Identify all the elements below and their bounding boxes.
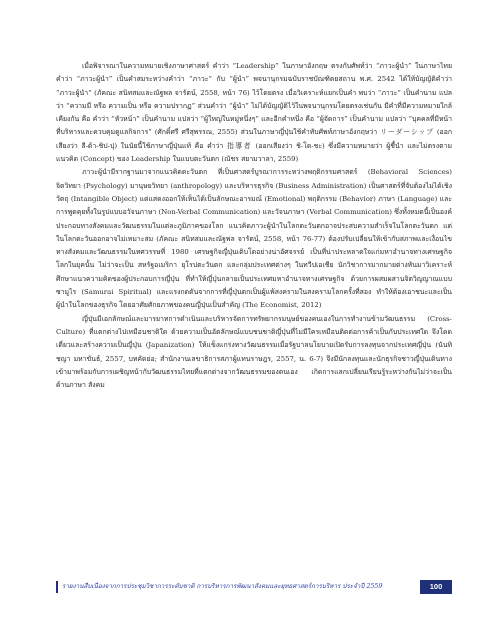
paragraph-3: ญี่ปุ่นมีเอกลักษณ์และมารยาทการดำเนินและบริหารจัดการทรัพยากรมนุษย์ของคนเองในการทำงานข้ามวัฒนธรรม (Cross-Culture) ที่แตกต่างไปเหมือนชาติใด ด้วยความเป็นอัตลักษณ์แบบชนชาติญี่ปุ่นที่ไม่มีใครเหมือนติดต่อการค้าเป็นกับประเทศใด จึงโดดเดี่ยวและสร้างความเป็นญี่ปุ่น (Japanization) ให้แข็งแกร่งทางวัฒนธรรมเมื่อรัฐบาลนโยบายเปิดรับการลงทุนจากประเทศญี่ปุ่น (นันทิชญา มหาขันธ์, 2557, บทคัดย่อ; สำนักงานเลขาธิการสภาผู้แทนราษฎร, 2557, น. 6-7) จึงมีนักลงทุนและนักธุรกิจชาวญี่ปุ่นเดินทางเข้ามาพร้อมกับการเผชิญหน้ากับวัฒนธรรมไทยที่แตกต่างจากวัฒนธรรมของตนเอง เกิดการแลกเปลี่ยนเรียนรู้ระหว่างกันไม่ว่าจะเป็นด้านภาษา สังคม (56, 314, 452, 390)
footer-proceedings-title: รายงานสืบเนื่องจากการประชุมวิชาการระดับชาติ การบริหารการพัฒนาสังคมและยุทธศาสตร์การบริหาร ประจำปี 2559 (62, 583, 383, 590)
footer-accent-bar (56, 581, 58, 593)
article-body (56, 60, 452, 392)
page-footer (56, 580, 452, 594)
page-number: 100 (420, 580, 452, 594)
paragraph-1: เมื่อพิจารณาในความหมายเชิงภาษาศาสตร์ คำว่า “Leadership” ในภาษาอังกฤษ ตรงกับศัพท์ว่า “ภาวะผู้นำ” ในภาษาไทย คำว่า “ภาวะผู้นำ” เป็นคำสมระหว่างคำว่า “ภาวะ” กับ “ผู้นำ” พจนานุกรมฉบับราชบัณฑิตยสถาน พ.ศ. 2542 ได้ให้บัญญัติคำว่า “ภาวะผู้นำ” (ภัคณะ สนิทสมและณัฐพล จารัตน์, 2558, หน้า 76) ไว้โดยตรง เมื่อวิเคราะห์แยกเป็นคำ พบว่า “ภาวะ” เป็นคำนาม แปลว่า “ความมี หรือ ความเป็น หรือ ความปรากฏ” ส่วนคำว่า “ผู้นำ” ไม่ได้บัญญัติไว้ในพจนานุกรมโดยตรงเช่นกัน มีคำที่มีความหมายใกล้เคียงกัน คือ คำว่า “หัวหน้า” เป็นคำนาม แปลว่า “ผู้ใหญ่ในหมู่หนึ่งๆ” และอีกคำหนึ่ง คือ “ผู้จัดการ” เป็นคำนาม แปลว่า “บุคคลที่มีหน้าที่บริหารและควบคุมดูแลกิจการ” (ศักดิ์ศรี ศรีสุพรรณ, 2555) ส่วนในภาษาญี่ปุ่นใช้คำทับศัพท์ภาษาอังกฤษว่า リーダーシップ (ออกเสียงว่า ลี-ด้า-ชิป-ปุ) ในนัยนี้ใช้ภาษาญี่ปุ่นแท้ คือ คำว่า 指導者 (ออกเสียงว่า ชิ-โด-ชะ) ซึ่งมีความหมายว่า ผู้ชี้นำ และไม่ตรงตามแนวคิด (Concept) ของ Leadership ในแบบตะวันตก (ณัชร สยามวาลา, 2559) (56, 62, 452, 164)
paragraph-2: ภาวะผู้นำมีรากฐานมาจากแนวคิดตะวันตก ที่เป็นศาสตร์บูรณาการระหว่างพฤติกรรมศาสตร์ (Behavioral Sciences) จิตวิทยา (Psychology) มานุษยวิทยา (anthropology) และบริหารธุรกิจ (Business Administration) เป็นศาสตร์ที่จับต้องไม่ได้เชิงวัตถุ (Intangible Object) แต่แสดงออกให้เห็นได้เป็นลักษณะอารมณ์ (Emotional) พฤติกรรม (Behavior) ภาษา (Language) และการพูดคุยทั้งในรูปแบบอวัจนภาษา (Non-Verbal Communication) และวัจนภาษา (Verbal Communication) ซึ่งทั้งหมดนี้เป็นองค์ประกอบทางสังคมและวัฒนธรรมในแต่ละภูมิภาคของโลก แนวคิดภาวะผู้นำในโลกตะวันตกอาจประสบความสำเร็จในโลกตะวันตก แต่ในโลกตะวันออกอาจไม่เหมาะสม (ภัคณะ สนิทสมและณัฐพล จารัตน์, 2558, หน้า 76-77) ต้องปรับเปลี่ยนให้เข้ากับสภาพและเงื่อนไขทางสังคมและวัฒนธรรมในทศวรรษที่ 1980 เศรษฐกิจญี่ปุ่นเติบโตอย่างน่าอัศจรรย์ เป็นที่น่าประหลาดใจแก่มหาอำนาจทางเศรษฐกิจโลกในยุคนั้น ไม่ว่าจะเป็น สหรัฐอเมริกา ยุโรปตะวันตก และกลุ่มประเทศต่างๆ ในทวีปเอเชีย นักวิชาการมากมายต่างหันมาวิเคราะห์ศึกษาแนวความคิดของผู้ประกอบการญี่ปุ่น ที่ทำให้ญี่ปุ่นกลายเป็นประเทศมหาอำนาจทางเศรษฐกิจ ด้วยการผสมผสานจิตวิญญาณแบบซามูไร (Samurai Spiritual) และแรงกดดันจากการที่ญี่ปุ่นตกเป็นผู้แพ้สงครามในสงครามโลกครั้งที่สอง ทำให้ต้องเอาชนะและเป็นผู้นำในโลกของธุรกิจ โดยอาศัยศักยภาพของคนญี่ปุ่นเป็นสำคัญ (The Economist, 2012) (56, 168, 452, 310)
